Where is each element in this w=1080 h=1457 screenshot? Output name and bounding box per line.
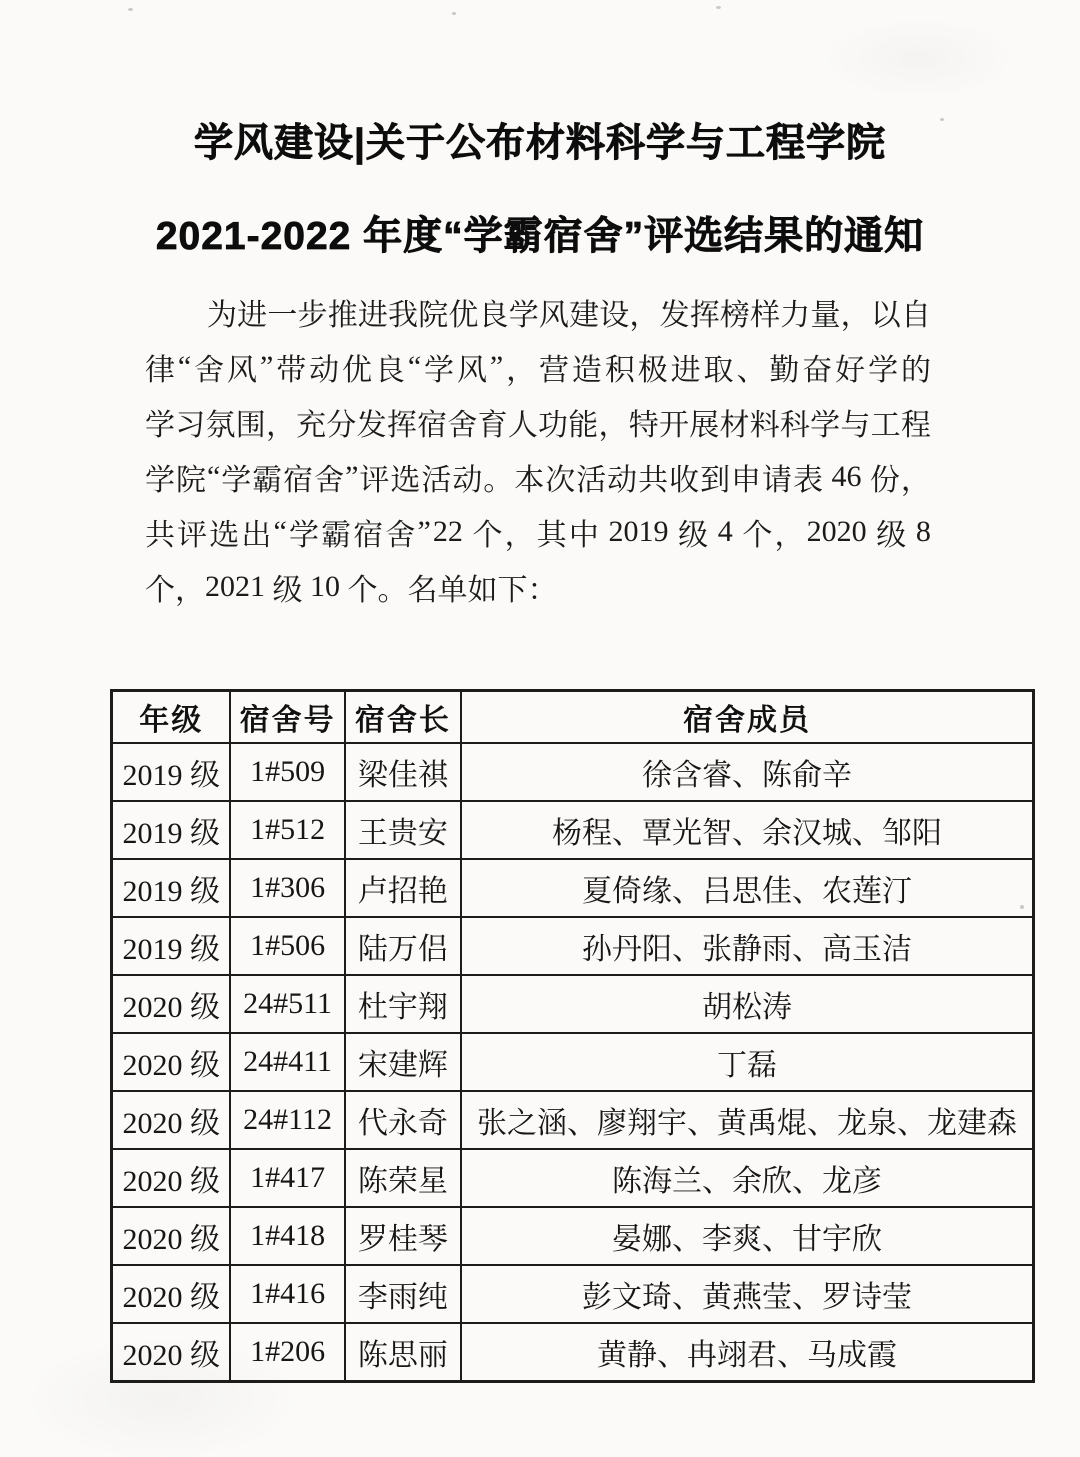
scan-speck bbox=[452, 12, 456, 15]
paragraph-text: 良 bbox=[374, 353, 405, 387]
paragraph-text: 建 bbox=[569, 298, 600, 332]
paragraph-text: 其 bbox=[536, 518, 567, 552]
paragraph-text: ” bbox=[489, 349, 504, 383]
room-cell: 1#509 bbox=[230, 743, 344, 801]
paragraph-text: 科 bbox=[779, 408, 810, 442]
paragraph-text: 育 bbox=[477, 408, 508, 442]
paragraph-text: 宿 bbox=[283, 463, 314, 497]
paragraph-text: ， bbox=[900, 463, 931, 497]
paragraph-text: 2019 bbox=[601, 514, 677, 548]
paragraph-text: 2021 bbox=[205, 569, 273, 603]
grade-cell: 2020 级 bbox=[112, 975, 231, 1033]
paragraph-text: 自 bbox=[900, 298, 931, 332]
paragraph-text: 能 bbox=[568, 408, 599, 442]
grade-cell: 2019 级 bbox=[112, 859, 231, 917]
room-cell: 1#417 bbox=[230, 1149, 344, 1207]
paragraph-text: 我 bbox=[388, 298, 419, 332]
paragraph-text: ， bbox=[504, 518, 535, 552]
paragraph-text: 带 bbox=[276, 353, 307, 387]
room-cell: 1#416 bbox=[230, 1265, 344, 1323]
paragraph-text: ” bbox=[417, 514, 431, 548]
paragraph-text: 工 bbox=[870, 408, 901, 442]
paragraph-text: 名 bbox=[407, 573, 438, 607]
paragraph-text: 风 bbox=[227, 353, 258, 387]
paragraph-text: 学 bbox=[424, 353, 455, 387]
column-header: 宿舍长 bbox=[345, 691, 461, 744]
paragraph-text: 为 bbox=[207, 298, 237, 332]
leader-cell: 杜宇翔 bbox=[345, 975, 461, 1033]
leader-cell: 卢招艳 bbox=[345, 859, 461, 917]
paragraph-text: 活 bbox=[421, 463, 452, 497]
paragraph-text: 进 bbox=[670, 353, 701, 387]
paragraph-text: 级 bbox=[876, 518, 907, 552]
paragraph-text: 充 bbox=[296, 408, 327, 442]
paragraph-text: 挥 bbox=[689, 298, 720, 332]
grade-cell: 2020 级 bbox=[112, 1207, 231, 1265]
leader-cell: 罗桂琴 bbox=[345, 1207, 461, 1265]
grade-cell: 2020 级 bbox=[112, 1033, 231, 1091]
paragraph-text: 中 bbox=[568, 518, 599, 552]
grade-cell: 2020 级 bbox=[112, 1265, 231, 1323]
room-cell: 1#206 bbox=[230, 1323, 344, 1382]
grade-cell: 2020 级 bbox=[112, 1323, 231, 1382]
room-cell: 24#112 bbox=[230, 1091, 344, 1149]
paragraph-text: 霸 bbox=[252, 463, 283, 497]
paragraph-text: 设 bbox=[599, 298, 630, 332]
paragraph-text: 舍 bbox=[385, 518, 416, 552]
table-row bbox=[112, 859, 1034, 917]
table-row bbox=[112, 1207, 1034, 1265]
table-row bbox=[112, 975, 1034, 1033]
grade-cell: 2020 级 bbox=[112, 1149, 231, 1207]
paragraph-text: 霸 bbox=[321, 518, 352, 552]
paragraph-text: 2020 bbox=[806, 514, 875, 548]
paragraph-line bbox=[145, 284, 931, 339]
column-header: 宿舍成员 bbox=[461, 691, 1034, 744]
paragraph-text: 勤 bbox=[769, 353, 800, 387]
paragraph-text: “ bbox=[206, 459, 221, 493]
paragraph-text: “ bbox=[273, 514, 287, 548]
scan-speck bbox=[716, 6, 721, 9]
paragraph-text: 进 bbox=[237, 298, 268, 332]
paragraph-text: 宿 bbox=[417, 408, 448, 442]
table-row bbox=[112, 1091, 1034, 1149]
paragraph-text: ， bbox=[774, 518, 805, 552]
paragraph-text: 出 bbox=[241, 518, 272, 552]
paragraph-text: 量 bbox=[810, 298, 841, 332]
grade-cell: 2019 级 bbox=[112, 917, 231, 975]
members-cell: 陈海兰、余欣、龙彦 bbox=[461, 1149, 1034, 1207]
paragraph-text: ， bbox=[840, 298, 871, 332]
table-row bbox=[112, 743, 1034, 801]
paragraph-text: 氛 bbox=[205, 408, 236, 442]
paragraph-text: 个 bbox=[742, 518, 773, 552]
paragraph-text: 习 bbox=[175, 408, 206, 442]
paragraph-text: 收 bbox=[669, 463, 700, 497]
paragraph-text: 。 bbox=[483, 463, 514, 497]
paragraph-text: 评 bbox=[177, 518, 208, 552]
paragraph-line bbox=[145, 339, 931, 394]
paragraph-text: 份 bbox=[869, 463, 900, 497]
paragraph-text: 级 bbox=[678, 518, 709, 552]
paragraph-text: 风 bbox=[538, 298, 569, 332]
paragraph-text: 优 bbox=[342, 353, 372, 387]
paragraph-text: 个 bbox=[347, 573, 378, 607]
paragraph-text: 选 bbox=[209, 518, 240, 552]
members-cell: 彭文琦、黄燕莹、罗诗莹 bbox=[461, 1265, 1034, 1323]
paragraph-text: 个 bbox=[145, 573, 175, 607]
table-header-row bbox=[112, 691, 1034, 744]
paragraph-text: 发 bbox=[356, 408, 387, 442]
paragraph-text: 的 bbox=[900, 353, 931, 387]
leader-cell: 陈荣星 bbox=[345, 1149, 461, 1207]
room-cell: 24#511 bbox=[230, 975, 344, 1033]
paragraph-text: 共 bbox=[638, 463, 669, 497]
members-cell: 丁磊 bbox=[461, 1033, 1034, 1091]
paragraph-text: 单 bbox=[437, 573, 468, 607]
paragraph-text: 动 bbox=[309, 353, 340, 387]
paragraph-text: ， bbox=[265, 408, 296, 442]
paragraph-text: 极 bbox=[637, 353, 668, 387]
paragraph-text: 推 bbox=[327, 298, 358, 332]
grade-cell: 2020 级 bbox=[112, 1091, 231, 1149]
paragraph-text: 选 bbox=[390, 463, 421, 497]
paragraph-text: ” bbox=[345, 459, 359, 493]
paragraph-text: ， bbox=[629, 298, 660, 332]
paragraph-text: 好 bbox=[835, 353, 866, 387]
paragraph-text: 10 bbox=[302, 569, 348, 603]
paragraph-text: ， bbox=[506, 353, 537, 387]
paragraph-text: 展 bbox=[689, 408, 720, 442]
paragraph-text: 动 bbox=[452, 463, 483, 497]
paragraph-text: 院 bbox=[418, 298, 449, 332]
paragraph-text: 46 bbox=[823, 459, 869, 493]
paragraph-text: 共 bbox=[145, 518, 175, 552]
paragraph-line bbox=[145, 394, 931, 449]
paragraph-text: 功 bbox=[538, 408, 569, 442]
paragraph-text: 评 bbox=[359, 463, 390, 497]
paragraph-text: 分 bbox=[326, 408, 357, 442]
paragraph-text: 与 bbox=[840, 408, 871, 442]
paragraph-text: 程 bbox=[900, 408, 931, 442]
room-cell: 1#512 bbox=[230, 801, 344, 859]
column-header: 年级 bbox=[112, 691, 231, 744]
room-cell: 1#306 bbox=[230, 859, 344, 917]
paragraph-text: 22 bbox=[432, 514, 471, 548]
paragraph-text: 4 bbox=[710, 514, 741, 548]
paragraph-text: 挥 bbox=[386, 408, 417, 442]
paragraph-text: 料 bbox=[749, 408, 780, 442]
paragraph-text: 学 bbox=[868, 353, 899, 387]
table-row bbox=[112, 1149, 1034, 1207]
members-cell: 杨程、覃光智、余汉城、邹阳 bbox=[461, 801, 1034, 859]
members-cell: 黄静、冉翊君、马成霞 bbox=[461, 1323, 1034, 1382]
paragraph-text: 一 bbox=[267, 298, 298, 332]
paragraph-text: 开 bbox=[658, 408, 689, 442]
paragraph-text: ， bbox=[598, 408, 629, 442]
table-row bbox=[112, 917, 1034, 975]
paragraph-text: 次 bbox=[545, 463, 576, 497]
paragraph-text: 学 bbox=[810, 408, 841, 442]
paragraph-text: 学 bbox=[221, 463, 252, 497]
table-row bbox=[112, 1323, 1034, 1382]
paragraph-text: 步 bbox=[297, 298, 328, 332]
paragraph-line bbox=[145, 449, 931, 504]
members-cell: 晏娜、李爽、甘宇欣 bbox=[461, 1207, 1034, 1265]
paragraph-text: 舍 bbox=[314, 463, 345, 497]
paragraph-text: 样 bbox=[750, 298, 781, 332]
paragraph-line bbox=[145, 504, 931, 559]
paragraph-text: 以 bbox=[870, 298, 901, 332]
paragraph-text: ： bbox=[527, 573, 558, 607]
paragraph-text: 榜 bbox=[719, 298, 750, 332]
paragraph-text: 活 bbox=[576, 463, 607, 497]
paragraph-text: 学 bbox=[288, 518, 319, 552]
paragraph-text: 学 bbox=[145, 463, 175, 497]
paragraph-text: 级 bbox=[272, 573, 303, 607]
paragraph-text: 特 bbox=[628, 408, 659, 442]
paragraph-text: “ bbox=[177, 349, 192, 383]
column-header: 宿舍号 bbox=[230, 691, 344, 744]
paragraph-text: 到 bbox=[700, 463, 731, 497]
paragraph-text: 动 bbox=[607, 463, 638, 497]
paragraph-text: 舍 bbox=[447, 408, 478, 442]
paragraph-text: 学 bbox=[508, 298, 539, 332]
room-cell: 1#418 bbox=[230, 1207, 344, 1265]
paragraph-text: 下 bbox=[497, 573, 528, 607]
room-cell: 24#411 bbox=[230, 1033, 344, 1091]
leader-cell: 陈思丽 bbox=[345, 1323, 461, 1382]
members-cell: 胡松涛 bbox=[461, 975, 1034, 1033]
paragraph-text: 个 bbox=[472, 518, 503, 552]
paragraph-text: “ bbox=[407, 349, 422, 383]
paragraph-text: 。 bbox=[377, 573, 408, 607]
leader-cell: 王贵安 bbox=[345, 801, 461, 859]
members-cell: 徐含睿、陈俞辛 bbox=[461, 743, 1034, 801]
members-cell: 孙丹阳、张静雨、高玉洁 bbox=[461, 917, 1034, 975]
paragraph-text: ， bbox=[175, 573, 205, 607]
paragraph-text: 进 bbox=[357, 298, 388, 332]
paragraph-text: 8 bbox=[908, 514, 931, 548]
paragraph-text: 人 bbox=[507, 408, 538, 442]
paragraph-text: 申 bbox=[731, 463, 762, 497]
dorm-table-body bbox=[112, 691, 1034, 1382]
paragraph-text: 学 bbox=[145, 408, 175, 442]
paragraph-text: 积 bbox=[604, 353, 635, 387]
room-cell: 1#506 bbox=[230, 917, 344, 975]
scan-speck bbox=[128, 8, 133, 11]
paragraph-text: 表 bbox=[792, 463, 823, 497]
paragraph-text: ” bbox=[259, 349, 274, 383]
paragraph-text: 营 bbox=[539, 353, 569, 387]
paragraph-text: 优 bbox=[448, 298, 479, 332]
paragraph-text: 良 bbox=[478, 298, 509, 332]
grade-cell: 2019 级 bbox=[112, 801, 231, 859]
paragraph-text: 材 bbox=[719, 408, 750, 442]
table-row bbox=[112, 1033, 1034, 1091]
paragraph-text: 造 bbox=[571, 353, 602, 387]
paragraph-text: 取 bbox=[703, 353, 734, 387]
paragraph-text: 宿 bbox=[353, 518, 384, 552]
members-cell: 夏倚缘、吕思佳、农莲汀 bbox=[461, 859, 1034, 917]
leader-cell: 宋建辉 bbox=[345, 1033, 461, 1091]
paragraph-text: 风 bbox=[456, 353, 487, 387]
paragraph-text: 院 bbox=[175, 463, 206, 497]
paragraph-text: 、 bbox=[736, 353, 767, 387]
leader-cell: 代永奇 bbox=[345, 1091, 461, 1149]
paragraph-text: 围 bbox=[235, 408, 266, 442]
grade-cell: 2019 级 bbox=[112, 743, 231, 801]
dorm-results-table bbox=[110, 689, 1035, 1383]
members-cell: 张之涵、廖翔宇、黄禹焜、龙泉、龙建森 bbox=[461, 1091, 1034, 1149]
notice-title-line2: 2021-2022 年度“学霸宿舍”评选结果的通知 bbox=[155, 215, 925, 258]
paragraph-text: 本 bbox=[514, 463, 545, 497]
leader-cell: 梁佳祺 bbox=[345, 743, 461, 801]
body-paragraph bbox=[145, 284, 931, 614]
table-row bbox=[112, 1265, 1034, 1323]
paragraph-text: 如 bbox=[467, 573, 498, 607]
paragraph-text: 发 bbox=[659, 298, 690, 332]
notice-title-line1: 学风建设|关于公布材料科学与工程学院 bbox=[194, 122, 886, 165]
paragraph-text: 请 bbox=[762, 463, 792, 497]
paragraph-text: 舍 bbox=[194, 353, 225, 387]
leader-cell: 陆万侣 bbox=[345, 917, 461, 975]
table-row bbox=[112, 801, 1034, 859]
paragraph-line bbox=[145, 559, 931, 614]
leader-cell: 李雨纯 bbox=[345, 1265, 461, 1323]
paragraph-text: 奋 bbox=[802, 353, 833, 387]
paragraph-text: 律 bbox=[145, 353, 175, 387]
paragraph-text: 力 bbox=[780, 298, 811, 332]
